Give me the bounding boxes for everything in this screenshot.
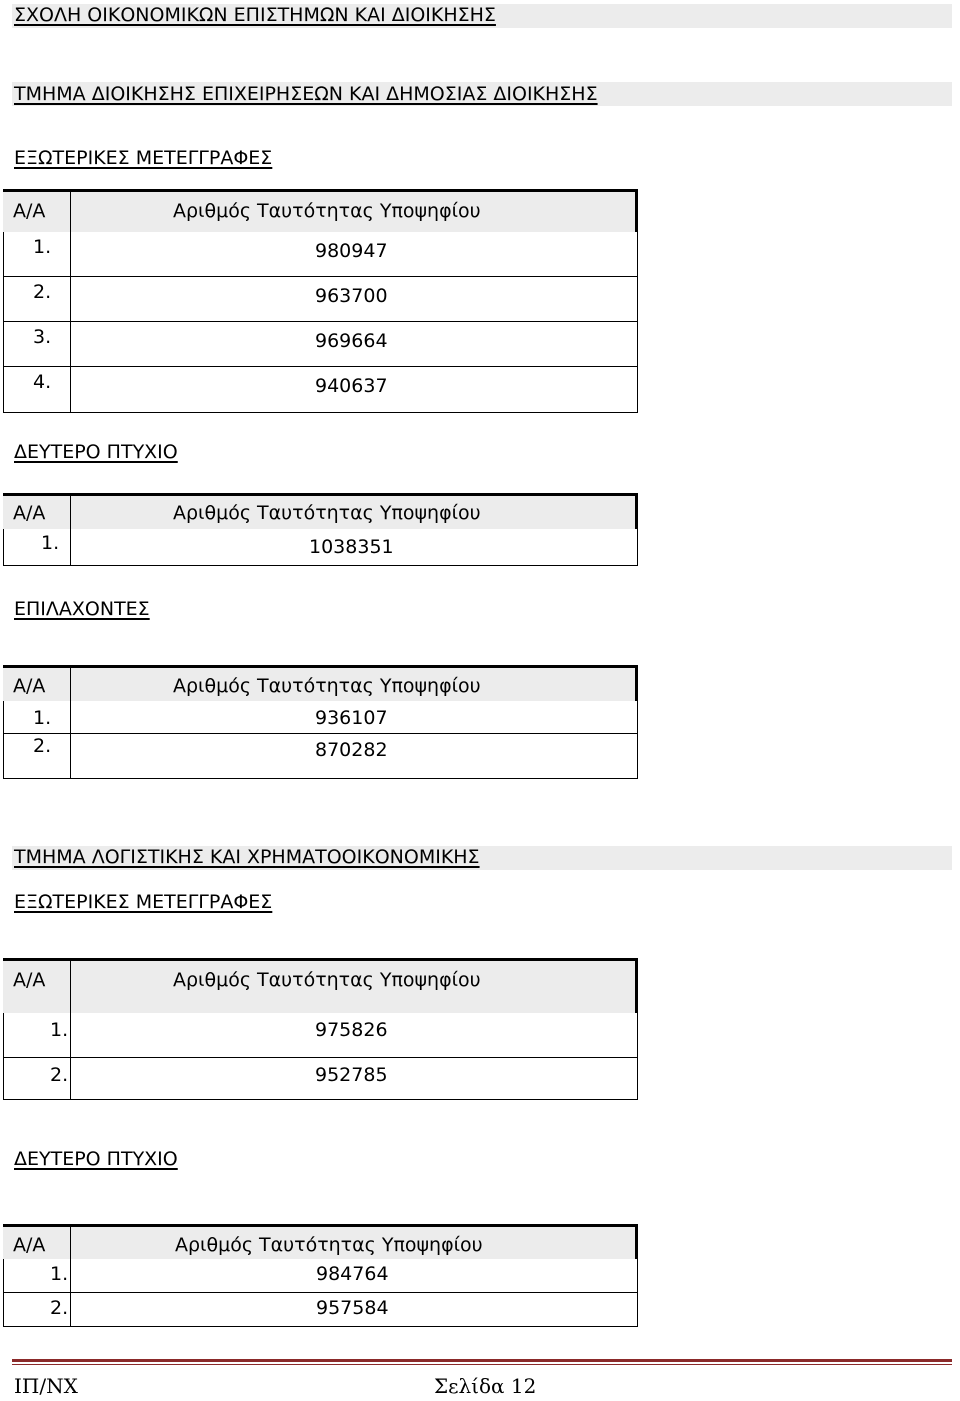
candidate-id: 957584 [316, 1297, 389, 1319]
row-number: 2. [33, 735, 52, 757]
candidate-id: 940637 [315, 375, 388, 397]
dept2-section-second-degree-title: ΔΕΥΤΕΡΟ ΠΤΥΧΙΟ [14, 1148, 178, 1170]
candidate-id: 1038351 [309, 536, 394, 558]
column-header-candidate-id: Αριθμός Ταυτότητας Υποψηφίου [175, 1234, 483, 1256]
row-number: 2. [33, 281, 52, 303]
candidate-id: 984764 [316, 1263, 389, 1285]
dept1-external-transfers-table [3, 189, 638, 413]
table-row [3, 322, 638, 367]
table-row [3, 1058, 638, 1100]
footer-initials: ΙΠ/ΝΧ [14, 1374, 78, 1398]
school-title: ΣΧΟΛΗ ΟΙΚΟΝΟΜΙΚΩΝ ΕΠΙΣΤΗΜΩΝ ΚΑΙ ΔΙΟΙΚΗΣΗΣ [14, 4, 496, 26]
candidate-id: 963700 [315, 285, 388, 307]
dept1-section-second-degree-title: ΔΕΥΤΕΡΟ ΠΤΥΧΙΟ [14, 441, 178, 463]
row-number: 3. [33, 326, 52, 348]
dept2-external-transfers-table [3, 958, 638, 1100]
table-row [3, 1013, 638, 1058]
table-header [3, 493, 638, 529]
column-header-aa: Α/Α [13, 200, 46, 222]
column-header-aa: Α/Α [13, 675, 46, 697]
table-row [3, 734, 638, 779]
row-number: 2. [50, 1297, 69, 1319]
table-row [3, 277, 638, 322]
row-number: 2. [50, 1064, 69, 1086]
column-header-candidate-id: Αριθμός Ταυτότητας Υποψηφίου [173, 200, 481, 222]
row-number: 1. [33, 707, 52, 729]
column-header-aa: Α/Α [13, 502, 46, 524]
footer-rule-thin [12, 1364, 952, 1365]
dept1-title: ΤΜΗΜΑ ΔΙΟΙΚΗΣΗΣ ΕΠΙΧΕΙΡΗΣΕΩΝ ΚΑΙ ΔΗΜΟΣΙΑΣ ΔΙΟΙΚΗΣΗΣ [14, 83, 598, 105]
table-row [3, 529, 638, 566]
table-row [3, 367, 638, 413]
footer-rule [12, 1359, 952, 1362]
table-header [3, 1224, 638, 1259]
table-row [3, 232, 638, 277]
candidate-id: 969664 [315, 330, 388, 352]
row-number: 4. [33, 371, 52, 393]
row-number: 1. [50, 1019, 69, 1041]
column-header-candidate-id: Αριθμός Ταυτότητας Υποψηφίου [173, 675, 481, 697]
table-header [3, 665, 638, 701]
candidate-id: 870282 [315, 739, 388, 761]
column-header-candidate-id: Αριθμός Ταυτότητας Υποψηφίου [173, 969, 481, 991]
dept1-runners-up-table [3, 665, 638, 779]
table-row [3, 1259, 638, 1293]
dept2-title: ΤΜΗΜΑ ΛΟΓΙΣΤΙΚΗΣ ΚΑΙ ΧΡΗΜΑΤΟΟΙΚΟΝΟΜΙΚΗΣ [14, 846, 480, 868]
dept1-second-degree-table [3, 493, 638, 566]
table-header [3, 189, 638, 232]
candidate-id: 936107 [315, 707, 388, 729]
dept1-section-external-transfers-title: ΕΞΩΤΕΡΙΚΕΣ ΜΕΤΕΓΓΡΑΦΕΣ [14, 147, 273, 169]
row-number: 1. [50, 1263, 69, 1285]
column-header-aa: Α/Α [13, 969, 46, 991]
candidate-id: 975826 [315, 1019, 388, 1041]
row-number: 1. [41, 532, 60, 554]
row-number: 1. [33, 236, 52, 258]
page-number: Σελίδα 12 [434, 1374, 537, 1398]
table-row [3, 1293, 638, 1327]
column-header-candidate-id: Αριθμός Ταυτότητας Υποψηφίου [173, 502, 481, 524]
table-header [3, 958, 638, 1013]
column-header-aa: Α/Α [13, 1234, 46, 1256]
dept1-section-runners-up-title: ΕΠΙΛΑΧΟΝΤΕΣ [14, 598, 150, 620]
candidate-id: 952785 [315, 1064, 388, 1086]
dept2-second-degree-table [3, 1224, 638, 1327]
candidate-id: 980947 [315, 240, 388, 262]
dept2-section-external-transfers-title: ΕΞΩΤΕΡΙΚΕΣ ΜΕΤΕΓΓΡΑΦΕΣ [14, 891, 273, 913]
table-row [3, 701, 638, 734]
